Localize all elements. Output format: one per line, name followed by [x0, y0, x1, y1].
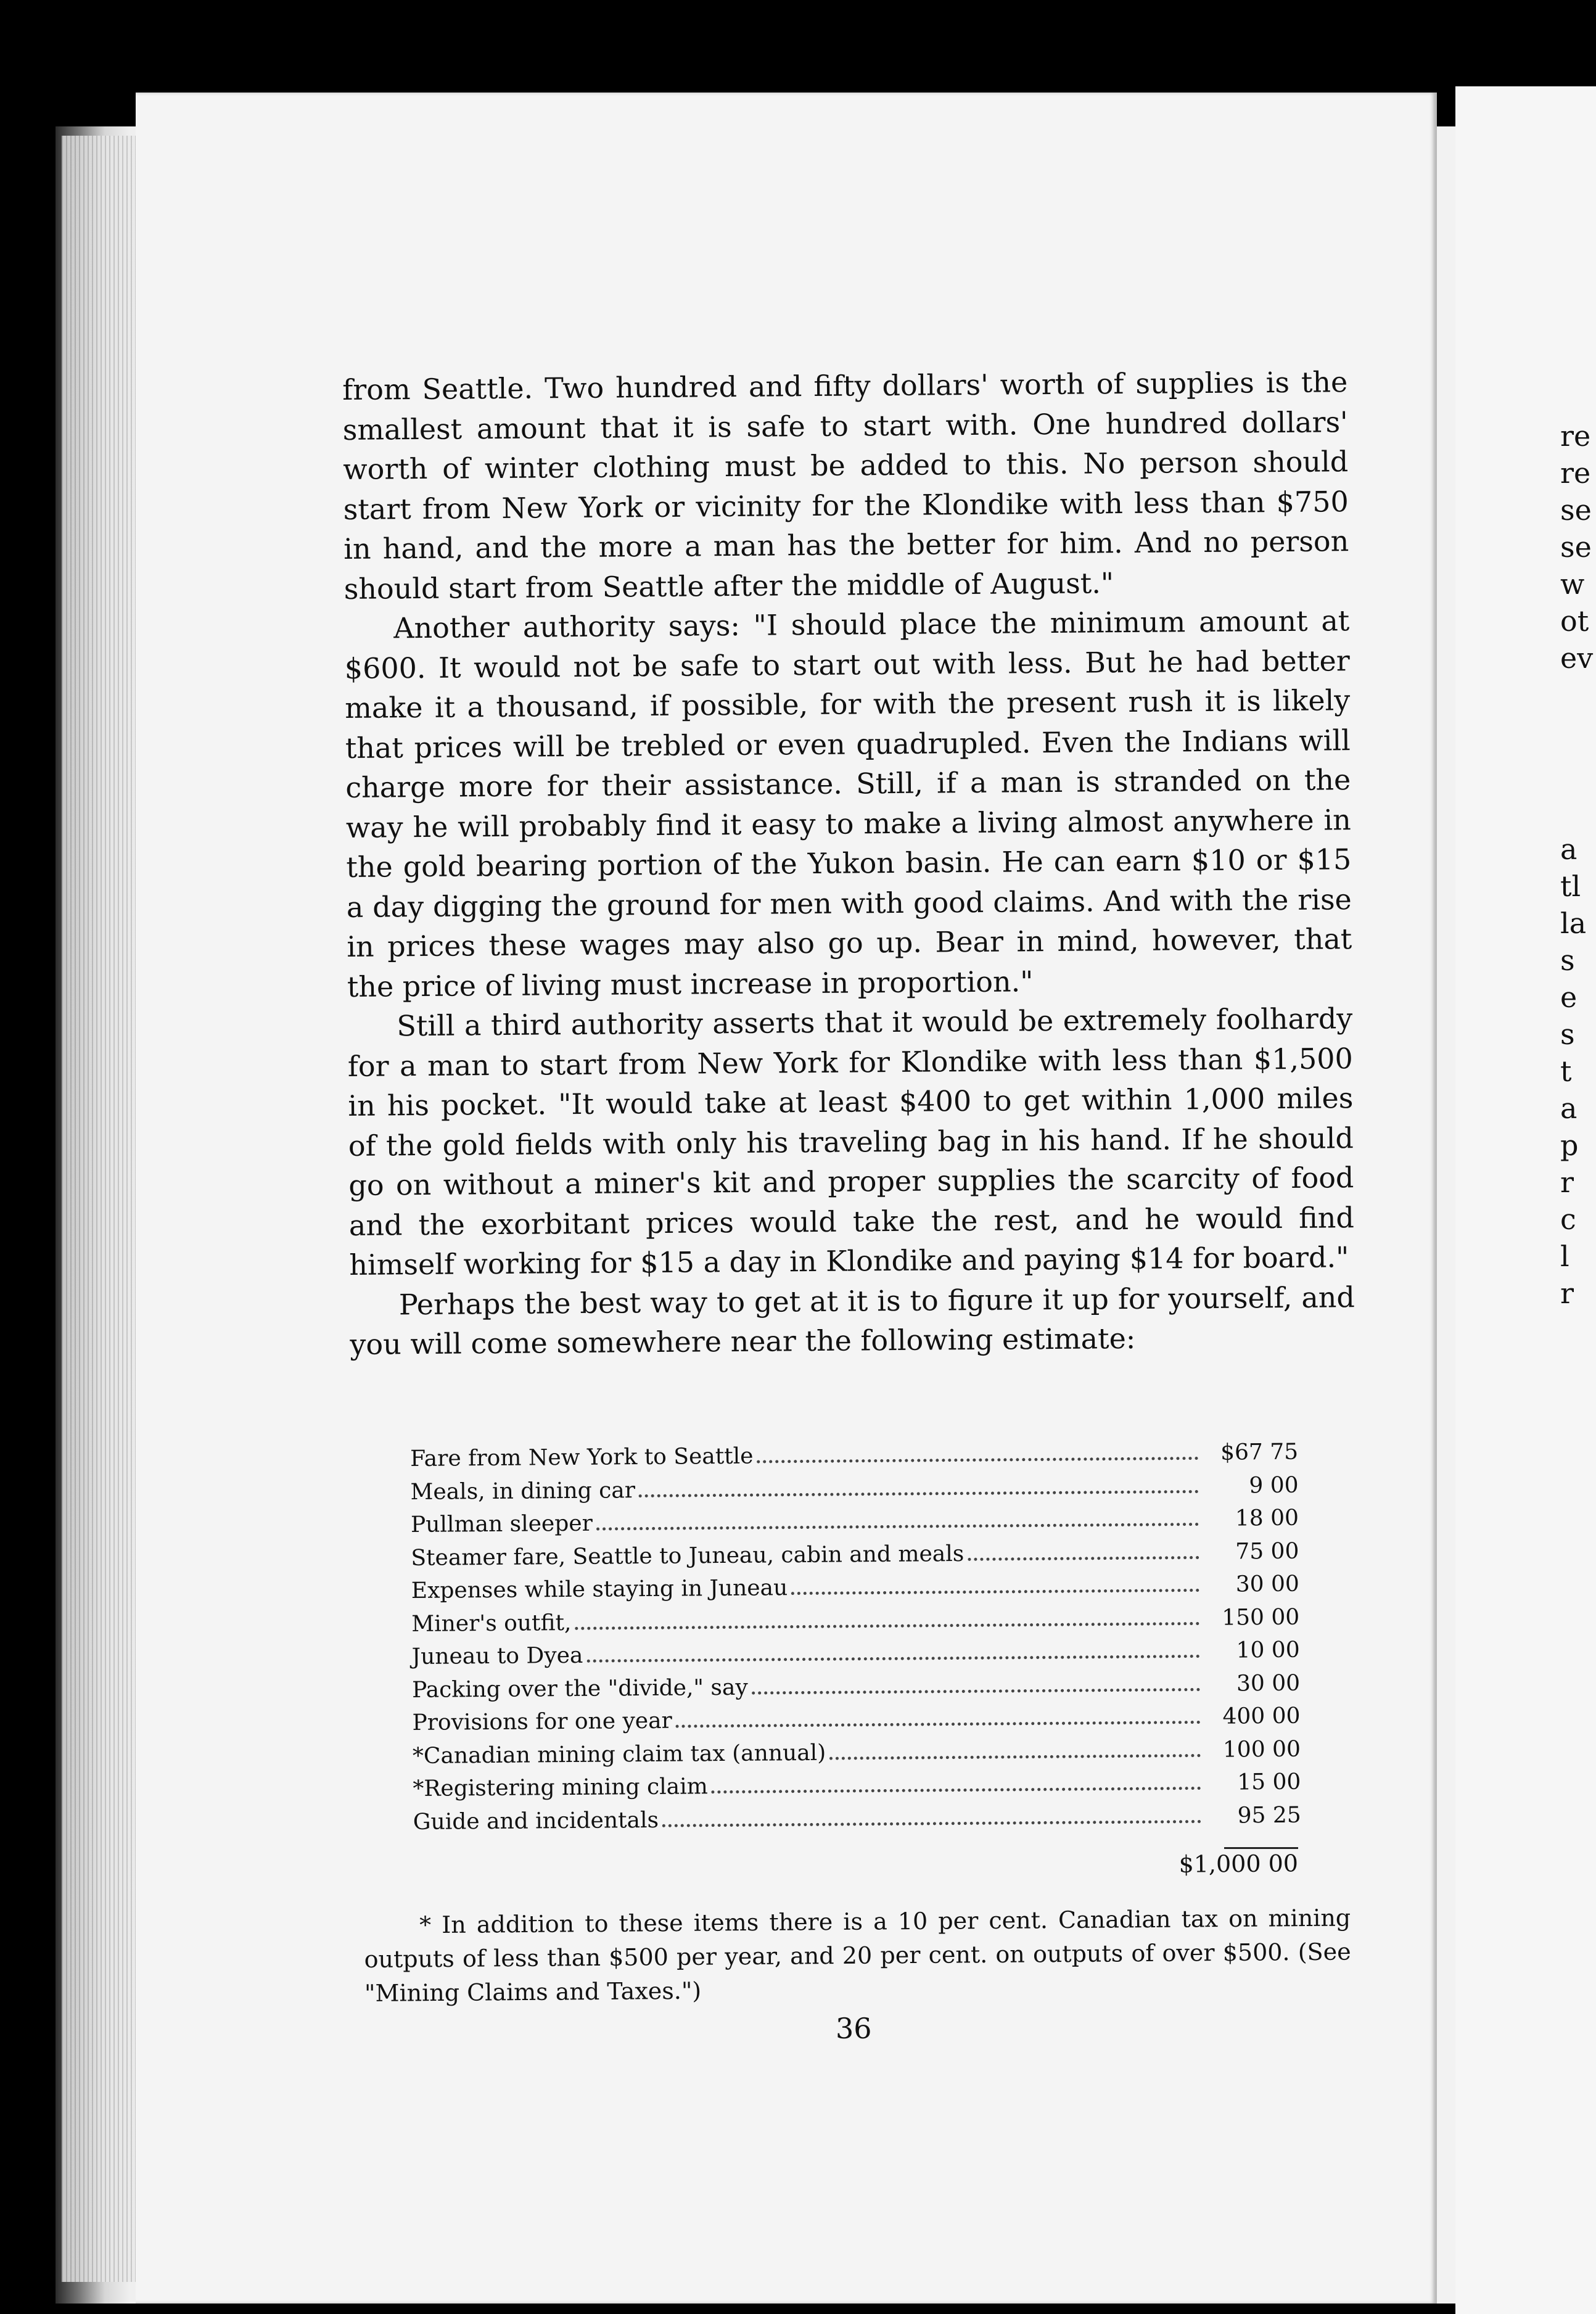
facing-page-fragment: tl — [1560, 870, 1581, 903]
paragraph: Another authority says: "I should place the minimum amount at $600. It would not be safe to start out with less. But he had better make it a thousand, if possible, for with the present rush it is likely that prices will be trebled or even quadrupled. Even the Indians will charge more for their assistance. Still, if a man is stranded on the way he will probably find it easy to make a living almost anywhere in the gold bearing portion of the Yukon basin. He can earn $10 or $15 a day digging the ground for men with good claims. And with the rise in prices these wages may also go up. Bear in mind, however, that the price of living must increase in proportion." — [344, 604, 1352, 1003]
estimate-item-label: Miner's outfit, — [411, 1610, 572, 1637]
facing-page-fragment: t — [1560, 1055, 1572, 1088]
dot-leader — [829, 1753, 1201, 1760]
facing-page-fragment: w — [1560, 567, 1585, 601]
dot-leader — [757, 1457, 1199, 1464]
estimate-row — [413, 1802, 1301, 1842]
page-edges — [62, 136, 136, 2282]
dot-leader — [596, 1523, 1199, 1531]
estimate-item-label: Provisions for one year — [412, 1708, 672, 1736]
facing-page-fragment: e — [1560, 981, 1577, 1014]
facing-page-fragment: r — [1560, 1166, 1574, 1199]
facing-page-fragment: re — [1560, 456, 1591, 490]
dot-leader — [968, 1555, 1199, 1560]
facing-page-fragment: ot — [1560, 604, 1589, 638]
facing-page-fragment: l — [1560, 1240, 1569, 1273]
dot-leader — [752, 1687, 1200, 1694]
facing-page-fragment: c — [1560, 1203, 1576, 1236]
facing-page-fragment: s — [1560, 1018, 1575, 1051]
estimate-table — [410, 1439, 1301, 1842]
estimate-item-amount: 18 00 — [1235, 1505, 1299, 1531]
facing-page-fragment: re — [1560, 419, 1591, 453]
estimate-item-amount: 75 00 — [1235, 1538, 1299, 1564]
estimate-item-amount: 9 00 — [1249, 1472, 1299, 1498]
page-number: 36 — [836, 2012, 872, 2045]
estimate-item-label: Guide and incidentals — [413, 1807, 659, 1835]
facing-page — [1455, 86, 1596, 2314]
facing-page-fragment: a — [1560, 1092, 1577, 1125]
estimate-item-label: Packing over the "divide," say — [411, 1674, 748, 1703]
estimate-item-amount: 10 00 — [1236, 1637, 1300, 1663]
estimate-item-amount: 15 00 — [1237, 1769, 1301, 1795]
facing-page-fragment: se — [1560, 493, 1592, 527]
paragraph: from Seattle. Two hundred and fifty dollars' worth of supplies is the smallest amount that it is safe to start with. One hundred dollars' worth of winter clothing must be added to this. No person should start from New York or vicinity for the Klondike with less than $750 in hand, and the more a man has the better for him. And no person should start from Seattle after the middle of August." — [342, 365, 1349, 606]
total-rule — [1224, 1847, 1298, 1849]
estimate-item-amount: 30 00 — [1235, 1571, 1299, 1597]
paragraph: Perhaps the best way to get at it is to figure it up for yourself, and you will come somewhere near the following estimate: — [350, 1280, 1355, 1361]
facing-page-fragment: r — [1560, 1277, 1574, 1310]
estimate-item-label: *Registering mining claim — [413, 1774, 708, 1801]
estimate-item-amount: 95 25 — [1237, 1802, 1301, 1828]
dot-leader — [575, 1621, 1199, 1629]
facing-page-fragment: s — [1560, 944, 1575, 977]
dot-leader — [586, 1655, 1199, 1663]
facing-page-fragment: ev — [1560, 641, 1594, 675]
facing-page-fragment: se — [1560, 530, 1592, 564]
estimate-item-amount: 150 00 — [1222, 1604, 1300, 1631]
dot-leader — [791, 1589, 1199, 1595]
dot-leader — [662, 1819, 1201, 1827]
estimate-item-amount: $67 75 — [1220, 1439, 1299, 1465]
footnote-text: * In addition to these items there is a 10 per cent. Canadian tax on mining outputs of less than $500 per year, and 20 per cent. on outputs of over $500. (See "Mining Claims and Taxes.") — [364, 1904, 1351, 2007]
estimate-item-label: Steamer fare, Seattle to Juneau, cabin and meals — [411, 1541, 965, 1571]
dot-leader — [639, 1489, 1199, 1497]
estimate-item-amount: 400 00 — [1222, 1703, 1301, 1729]
facing-page-fragment: la — [1560, 907, 1587, 940]
dot-leader — [712, 1787, 1201, 1793]
estimate-item-label: Pullman sleeper — [410, 1510, 593, 1538]
facing-page-fragment: p — [1560, 1129, 1579, 1162]
body-text — [342, 362, 1355, 1364]
footnote — [364, 1901, 1351, 2011]
dot-leader — [676, 1721, 1201, 1728]
estimate-item-amount: 100 00 — [1222, 1736, 1301, 1763]
paragraph: Still a third authority asserts that it would be extremely foolhardy for a man to start from New York for Klondike with less than $1,500 in his pocket. "It would take at least $400 to get within 1,000 miles of the gold fields with only his traveling bag in his hand. If he should go on without a miner's kit and proper supplies the scarcity of food and the exorbitant prices would take the rest, and he would find himself working for $15 a day in Klondike and paying $14 for board." — [347, 1002, 1355, 1282]
estimate-total: $1,000 00 — [1178, 1850, 1299, 1878]
estimate-item-label: Fare from New York to Seattle — [410, 1443, 754, 1472]
estimate-item-label: Meals, in dining car — [410, 1477, 636, 1505]
facing-page-fragment: a — [1560, 833, 1577, 866]
estimate-item-amount: 30 00 — [1236, 1670, 1301, 1696]
estimate-item-label: Juneau to Dyea — [411, 1642, 583, 1670]
estimate-item-label: *Canadian mining claim tax (annual) — [412, 1740, 826, 1769]
estimate-item-label: Expenses while staying in Juneau — [411, 1575, 788, 1604]
